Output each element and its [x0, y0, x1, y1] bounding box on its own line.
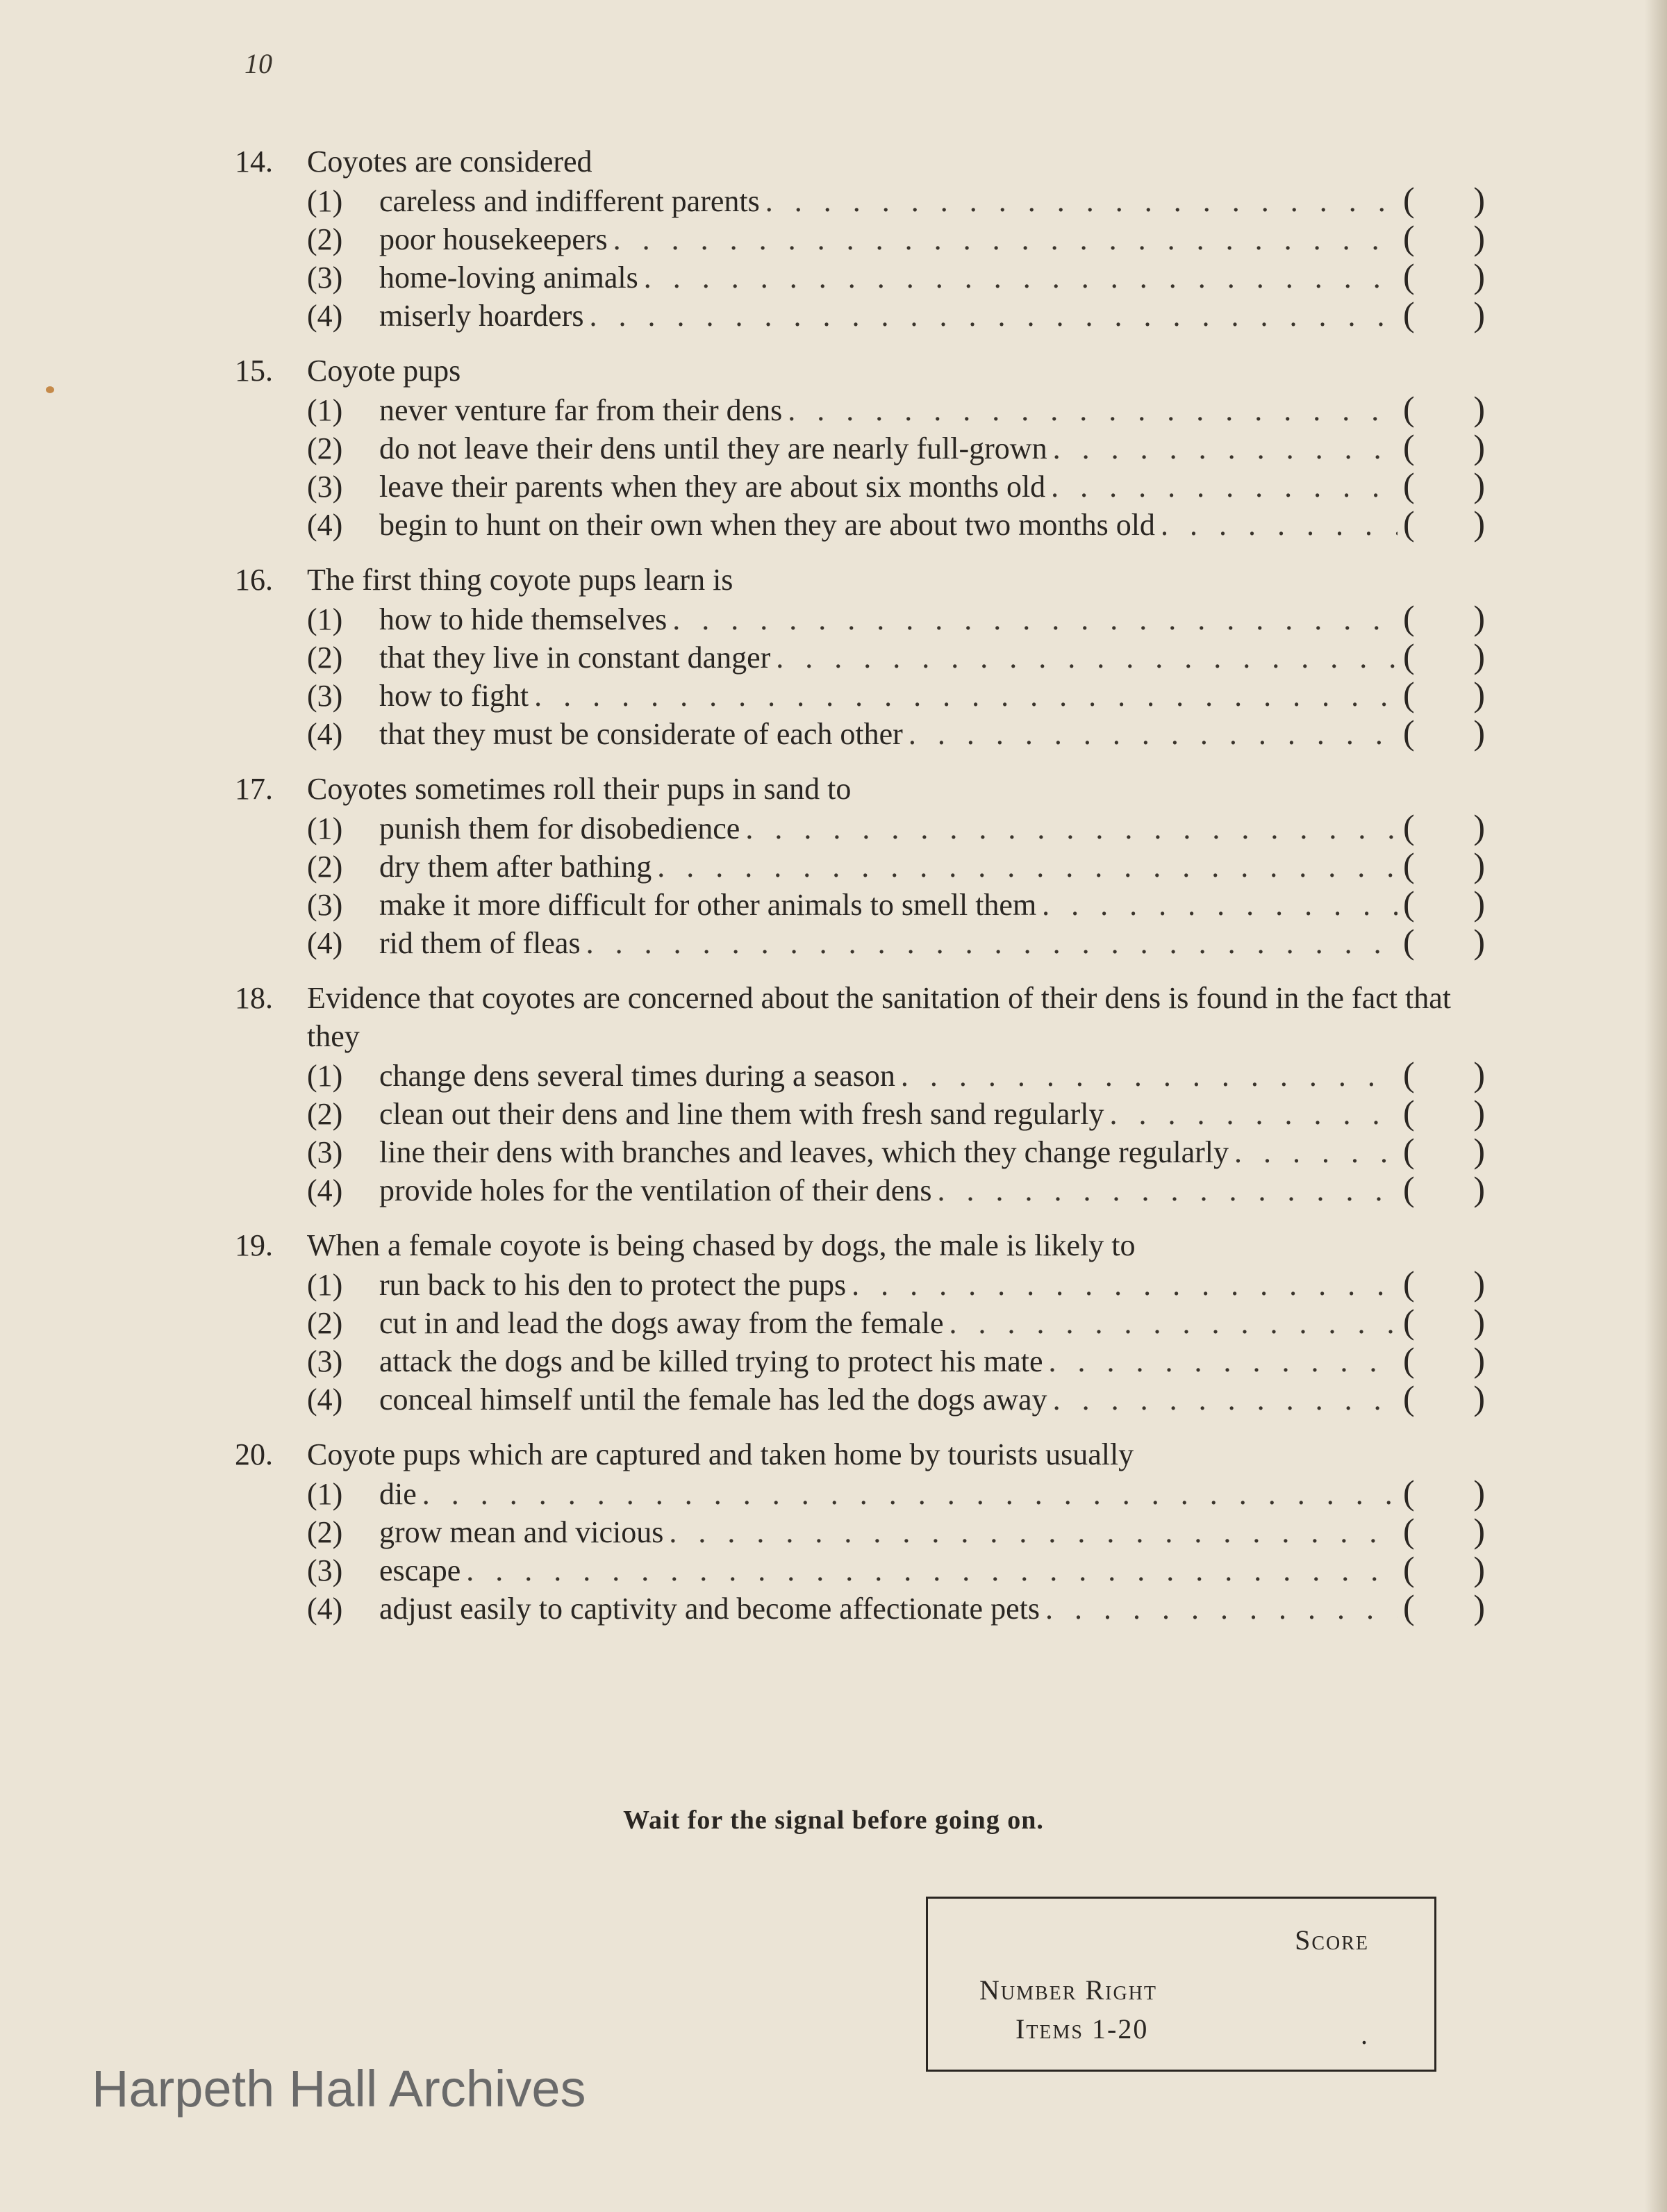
dot-leader — [765, 182, 1398, 220]
option-text: escape — [379, 1553, 461, 1587]
question-list — [235, 142, 1485, 1644]
option-number: (3) — [307, 470, 343, 504]
option-number: (3) — [307, 261, 343, 295]
score-box — [926, 1897, 1436, 2072]
option-text: home-loving animals — [379, 261, 638, 295]
option-text: run back to his den to protect the pups — [379, 1268, 847, 1302]
option-text: careless and indifferent parents — [379, 184, 760, 218]
wait-instruction: Wait for the signal before going on. — [623, 1806, 1044, 1835]
dot-leader — [422, 1475, 1398, 1513]
question-stem — [235, 770, 1485, 808]
answer-option — [235, 1474, 1485, 1512]
blank-close-paren: ) — [1473, 1169, 1485, 1208]
answer-blank[interactable] — [1403, 181, 1485, 219]
blank-close-paren: ) — [1473, 180, 1485, 219]
dot-leader — [909, 715, 1398, 753]
blank-open-paren: ( — [1403, 807, 1415, 846]
answer-option — [235, 599, 1485, 637]
question-number: 20. — [235, 1437, 273, 1471]
option-number: (1) — [307, 1477, 343, 1511]
answer-blank[interactable] — [1403, 428, 1485, 466]
option-number: (2) — [307, 222, 343, 256]
blank-open-paren: ( — [1403, 1378, 1415, 1417]
blank-close-paren: ) — [1473, 713, 1485, 752]
blank-open-paren: ( — [1403, 389, 1415, 428]
number-right-label: Number Right — [979, 1974, 1158, 2006]
dot-leader — [745, 809, 1398, 848]
option-number: (2) — [307, 431, 343, 465]
answer-option — [235, 1550, 1485, 1588]
option-number: (1) — [307, 811, 343, 845]
score-entry-dot: . — [1361, 2019, 1368, 2050]
blank-close-paren: ) — [1473, 1131, 1485, 1170]
blank-open-paren: ( — [1403, 884, 1415, 923]
option-text: punish them for disobedience — [379, 811, 740, 845]
dot-leader — [586, 924, 1398, 962]
dot-leader — [534, 677, 1398, 715]
blank-open-paren: ( — [1403, 1473, 1415, 1512]
answer-blank[interactable] — [1403, 1512, 1485, 1550]
blank-open-paren: ( — [1403, 180, 1415, 219]
dot-leader — [1049, 1342, 1398, 1380]
option-number: (3) — [307, 1135, 343, 1169]
option-number: (2) — [307, 641, 343, 675]
dot-leader — [1053, 429, 1398, 468]
blank-open-paren: ( — [1403, 1511, 1415, 1550]
blank-close-paren: ) — [1473, 256, 1485, 295]
question-item — [235, 1226, 1485, 1417]
answer-blank[interactable] — [1403, 1132, 1485, 1170]
blank-close-paren: ) — [1473, 465, 1485, 504]
answer-option — [235, 428, 1485, 466]
option-text: how to fight — [379, 679, 529, 713]
answer-blank[interactable] — [1403, 637, 1485, 675]
option-number: (2) — [307, 1306, 343, 1340]
blank-open-paren: ( — [1403, 1093, 1415, 1132]
dot-leader — [1045, 1590, 1398, 1628]
answer-option — [235, 1093, 1485, 1132]
answer-blank[interactable] — [1403, 1303, 1485, 1341]
blank-close-paren: ) — [1473, 845, 1485, 884]
answer-blank[interactable] — [1403, 1093, 1485, 1132]
answer-blank[interactable] — [1403, 219, 1485, 257]
dot-leader — [852, 1266, 1398, 1304]
answer-blank[interactable] — [1403, 713, 1485, 752]
blank-close-paren: ) — [1473, 295, 1485, 333]
answer-blank[interactable] — [1403, 1550, 1485, 1588]
blank-open-paren: ( — [1403, 1587, 1415, 1626]
answer-option — [235, 466, 1485, 504]
option-number: (1) — [307, 1059, 343, 1093]
blank-open-paren: ( — [1403, 1169, 1415, 1208]
blank-open-paren: ( — [1403, 845, 1415, 884]
blank-close-paren: ) — [1473, 1055, 1485, 1093]
option-number: (1) — [307, 602, 343, 636]
dot-leader — [669, 1513, 1398, 1551]
option-text: how to hide themselves — [379, 602, 667, 636]
answer-option — [235, 1303, 1485, 1341]
question-text: Coyote pups — [307, 354, 461, 388]
answer-blank[interactable] — [1403, 1264, 1485, 1303]
score-label: Score — [1295, 1924, 1369, 1956]
answer-option — [235, 884, 1485, 923]
blank-open-paren: ( — [1403, 1131, 1415, 1170]
option-text: never venture far from their dens — [379, 393, 783, 427]
option-text: attack the dogs and be killed trying to protect his mate — [379, 1344, 1043, 1378]
option-text: die — [379, 1477, 417, 1511]
question-stem — [235, 352, 1485, 390]
page-edge-shadow — [1645, 0, 1667, 2212]
question-text: When a female coyote is being chased by dogs, the male is likely to — [307, 1228, 1136, 1262]
blank-close-paren: ) — [1473, 807, 1485, 846]
question-text: Coyote pups which are captured and taken home by tourists usually — [307, 1437, 1134, 1471]
dot-leader — [1109, 1095, 1398, 1133]
blank-open-paren: ( — [1403, 504, 1415, 543]
answer-option — [235, 1264, 1485, 1303]
option-number: (3) — [307, 1553, 343, 1587]
option-number: (4) — [307, 508, 343, 542]
answer-option — [235, 675, 1485, 713]
dot-leader — [937, 1171, 1398, 1210]
blank-open-paren: ( — [1403, 295, 1415, 333]
blank-open-paren: ( — [1403, 713, 1415, 752]
option-number: (2) — [307, 850, 343, 884]
answer-blank[interactable] — [1403, 504, 1485, 543]
blank-close-paren: ) — [1473, 598, 1485, 637]
answer-blank[interactable] — [1403, 808, 1485, 846]
answer-blank[interactable] — [1403, 257, 1485, 295]
option-text: line their dens with branches and leaves, which they change regularly — [379, 1135, 1229, 1169]
option-text: rid them of fleas — [379, 926, 581, 960]
dot-leader — [1161, 506, 1398, 544]
blank-close-paren: ) — [1473, 636, 1485, 675]
question-item — [235, 561, 1485, 752]
question-number: 19. — [235, 1228, 273, 1262]
answer-option — [235, 257, 1485, 295]
option-text: clean out their dens and line them with fresh sand regularly — [379, 1097, 1104, 1131]
blank-close-paren: ) — [1473, 218, 1485, 257]
blank-close-paren: ) — [1473, 1340, 1485, 1379]
option-text: that they must be considerate of each other — [379, 717, 903, 751]
dot-leader — [672, 600, 1398, 638]
question-item — [235, 770, 1485, 961]
question-item — [235, 1435, 1485, 1626]
answer-option — [235, 1379, 1485, 1417]
option-text: leave their parents when they are about six months old — [379, 470, 1046, 504]
option-text: miserly hoarders — [379, 299, 584, 333]
option-text: conceal himself until the female has led the dogs away — [379, 1382, 1047, 1417]
dot-leader — [901, 1057, 1398, 1095]
option-number: (4) — [307, 1592, 343, 1626]
option-number: (3) — [307, 888, 343, 922]
answer-blank[interactable] — [1403, 1588, 1485, 1626]
option-text: adjust easily to captivity and become affectionate pets — [379, 1592, 1040, 1626]
question-text: The first thing coyote pups learn is — [307, 563, 733, 597]
dot-leader — [1234, 1133, 1398, 1171]
answer-option — [235, 846, 1485, 884]
blank-open-paren: ( — [1403, 465, 1415, 504]
blank-close-paren: ) — [1473, 675, 1485, 713]
dot-leader — [949, 1304, 1398, 1342]
blank-close-paren: ) — [1473, 922, 1485, 961]
answer-option — [235, 1512, 1485, 1550]
answer-option — [235, 181, 1485, 219]
page-number: 10 — [244, 48, 272, 79]
option-text: cut in and lead the dogs away from the female — [379, 1306, 944, 1340]
question-stem — [235, 1226, 1485, 1264]
blank-close-paren: ) — [1473, 884, 1485, 923]
question-number: 14. — [235, 145, 273, 179]
question-text: Evidence that coyotes are concerned about the sanitation of their dens is found in the fact that they — [307, 981, 1451, 1053]
option-number: (4) — [307, 717, 343, 751]
blank-open-paren: ( — [1403, 427, 1415, 466]
answer-blank[interactable] — [1403, 1055, 1485, 1093]
dot-leader — [657, 848, 1398, 886]
answer-blank[interactable] — [1403, 1170, 1485, 1208]
option-number: (3) — [307, 1344, 343, 1378]
blank-open-paren: ( — [1403, 598, 1415, 637]
blank-open-paren: ( — [1403, 1549, 1415, 1588]
dot-leader — [466, 1551, 1398, 1590]
answer-option — [235, 637, 1485, 675]
answer-option — [235, 1341, 1485, 1379]
answer-blank[interactable] — [1403, 466, 1485, 504]
blank-close-paren: ) — [1473, 1378, 1485, 1417]
answer-option — [235, 1588, 1485, 1626]
blank-open-paren: ( — [1403, 1055, 1415, 1093]
question-text: Coyotes sometimes roll their pups in sand to — [307, 772, 852, 806]
answer-option — [235, 1055, 1485, 1093]
dot-leader — [1042, 886, 1398, 924]
dot-leader — [613, 220, 1398, 258]
question-stem — [235, 561, 1485, 599]
dot-leader — [788, 391, 1398, 429]
question-stem — [235, 979, 1485, 1055]
dot-leader — [1053, 1380, 1398, 1419]
option-number: (4) — [307, 926, 343, 960]
answer-blank[interactable] — [1403, 884, 1485, 923]
answer-blank[interactable] — [1403, 923, 1485, 961]
option-text: grow mean and vicious — [379, 1515, 664, 1549]
blank-close-paren: ) — [1473, 1587, 1485, 1626]
stray-mark — [46, 386, 54, 393]
option-text: make it more difficult for other animals to smell them — [379, 888, 1037, 922]
option-number: (1) — [307, 1268, 343, 1302]
answer-blank[interactable] — [1403, 1341, 1485, 1379]
blank-close-paren: ) — [1473, 504, 1485, 543]
option-number: (4) — [307, 1382, 343, 1417]
answer-blank[interactable] — [1403, 1379, 1485, 1417]
blank-close-paren: ) — [1473, 1549, 1485, 1588]
answer-option — [235, 713, 1485, 752]
blank-close-paren: ) — [1473, 389, 1485, 428]
blank-open-paren: ( — [1403, 1340, 1415, 1379]
option-number: (2) — [307, 1515, 343, 1549]
answer-option — [235, 923, 1485, 961]
blank-open-paren: ( — [1403, 675, 1415, 713]
dot-leader — [776, 638, 1398, 677]
option-number: (2) — [307, 1097, 343, 1131]
blank-open-paren: ( — [1403, 922, 1415, 961]
option-text: dry them after bathing — [379, 850, 652, 884]
answer-blank[interactable] — [1403, 846, 1485, 884]
option-text: provide holes for the ventilation of their dens — [379, 1173, 932, 1207]
question-item — [235, 979, 1485, 1208]
answer-option — [235, 390, 1485, 428]
blank-open-paren: ( — [1403, 218, 1415, 257]
blank-close-paren: ) — [1473, 427, 1485, 466]
option-text: that they live in constant danger — [379, 641, 771, 675]
answer-blank[interactable] — [1403, 675, 1485, 713]
option-number: (1) — [307, 184, 343, 218]
dot-leader — [1051, 468, 1398, 506]
answer-blank[interactable] — [1403, 390, 1485, 428]
blank-close-paren: ) — [1473, 1093, 1485, 1132]
question-text: Coyotes are considered — [307, 145, 592, 179]
blank-open-paren: ( — [1403, 636, 1415, 675]
answer-option — [235, 295, 1485, 333]
option-number: (1) — [307, 393, 343, 427]
question-number: 18. — [235, 981, 273, 1015]
blank-open-paren: ( — [1403, 1264, 1415, 1303]
answer-option — [235, 808, 1485, 846]
items-range-label: Items 1-20 — [1015, 2013, 1149, 2045]
question-stem — [235, 1435, 1485, 1474]
blank-close-paren: ) — [1473, 1264, 1485, 1303]
option-number: (4) — [307, 299, 343, 333]
option-text: poor housekeepers — [379, 222, 608, 256]
question-item — [235, 142, 1485, 333]
option-text: do not leave their dens until they are nearly full-grown — [379, 431, 1047, 465]
answer-blank[interactable] — [1403, 599, 1485, 637]
option-number: (3) — [307, 679, 343, 713]
question-number: 17. — [235, 772, 273, 806]
question-number: 15. — [235, 354, 273, 388]
answer-blank[interactable] — [1403, 295, 1485, 333]
dot-leader — [644, 258, 1398, 297]
option-text: change dens several times during a season — [379, 1059, 895, 1093]
question-stem — [235, 142, 1485, 181]
question-number: 16. — [235, 563, 273, 597]
blank-close-paren: ) — [1473, 1302, 1485, 1341]
option-number: (4) — [307, 1173, 343, 1207]
blank-close-paren: ) — [1473, 1473, 1485, 1512]
answer-option — [235, 504, 1485, 543]
blank-close-paren: ) — [1473, 1511, 1485, 1550]
blank-open-paren: ( — [1403, 256, 1415, 295]
archive-watermark: Harpeth Hall Archives — [92, 2060, 586, 2118]
answer-option — [235, 219, 1485, 257]
option-text: begin to hunt on their own when they are about two months old — [379, 508, 1155, 542]
answer-option — [235, 1170, 1485, 1208]
question-item — [235, 352, 1485, 543]
answer-blank[interactable] — [1403, 1474, 1485, 1512]
blank-open-paren: ( — [1403, 1302, 1415, 1341]
answer-option — [235, 1132, 1485, 1170]
dot-leader — [589, 297, 1398, 335]
